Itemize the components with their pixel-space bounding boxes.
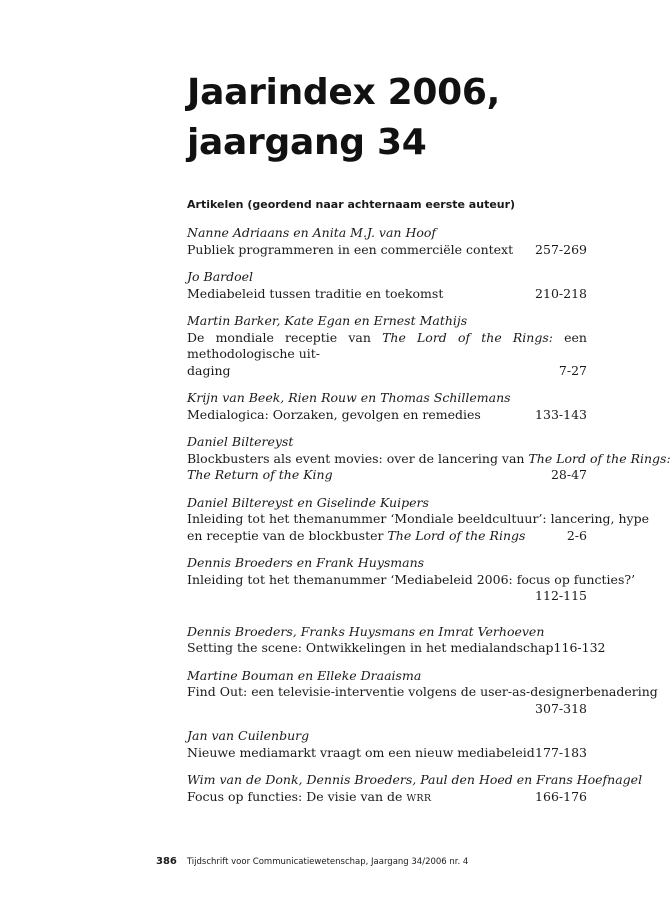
entry-title-continued: daging bbox=[187, 362, 231, 378]
page-title bbox=[187, 68, 500, 168]
entry-authors: Dennis Broeders en Frank Huysmans bbox=[187, 555, 425, 570]
entry-title: Mediabeleid tussen traditie en toekomst bbox=[187, 285, 444, 301]
index-entry bbox=[187, 225, 587, 258]
entry-authors: Dennis Broeders, Franks Huysmans en Imrat Verhoeven bbox=[187, 623, 545, 639]
entry-authors: Martine Bouman en Elleke Draaisma bbox=[187, 667, 422, 683]
entry-pages: 133-143 bbox=[535, 406, 587, 422]
entry-title-line bbox=[187, 242, 587, 259]
entry-title bbox=[187, 330, 587, 363]
page-number: 386 bbox=[156, 856, 177, 867]
index-entry bbox=[187, 494, 649, 545]
entry-title-part: een methodologische uit- bbox=[187, 329, 587, 361]
index-entry bbox=[187, 434, 671, 484]
entry-authors: Daniel Biltereyst en Giselinde Kuipers bbox=[187, 494, 429, 510]
entry-title-line bbox=[187, 745, 587, 762]
entry-title-italic: The Lord of the Rings: bbox=[382, 329, 553, 345]
entry-title-continued bbox=[187, 528, 525, 545]
entry-title-italic: The Lord of the Rings: bbox=[528, 450, 671, 466]
entry-authors: Daniel Biltereyst bbox=[187, 434, 294, 449]
entry-pages: 112-115 bbox=[535, 588, 587, 603]
index-entry bbox=[187, 728, 587, 761]
entry-authors: Krijn van Beek, Rien Rouw en Thomas Schillemans bbox=[187, 390, 511, 405]
journal-name: Tijdschrift voor Communicatiewetenschap, Jaargang 34/2006 nr. 4 bbox=[186, 857, 469, 867]
entry-pages: 210-218 bbox=[535, 285, 587, 301]
index-entry bbox=[187, 667, 658, 718]
page-title-line-1: Jaarindex 2006, bbox=[187, 72, 501, 113]
entry-title-continued: The Return of the King bbox=[187, 467, 333, 482]
entry-pages: 116-132 bbox=[553, 640, 606, 655]
entry-pages: 166-176 bbox=[535, 788, 587, 804]
entry-title: Setting the scene: Ontwikkelingen in het medialandschap bbox=[187, 640, 554, 655]
entry-title bbox=[187, 789, 431, 808]
entry-pages: 257-269 bbox=[535, 241, 587, 257]
entry-pages: 7-27 bbox=[558, 362, 587, 378]
page-title-line-2: jaargang 34 bbox=[187, 122, 427, 163]
entry-title: Medialogica: Oorzaken, gevolgen en remedies bbox=[187, 406, 481, 422]
entry-authors: Martin Barker, Kate Egan en Ernest Mathijs bbox=[187, 313, 468, 328]
index-entry bbox=[187, 772, 643, 807]
index-entry bbox=[187, 623, 606, 657]
entry-title: Nieuwe mediamarkt vraagt om een nieuw mediabeleid bbox=[187, 744, 535, 760]
entry-pages: 2-6 bbox=[566, 527, 587, 543]
entry-title-italic: The Lord of the Rings bbox=[387, 527, 526, 543]
entry-pages: 307-318 bbox=[535, 700, 587, 716]
entry-authors: Jan van Cuilenburg bbox=[187, 728, 310, 743]
index-entry bbox=[187, 555, 636, 613]
entry-title-smallcaps: WRR bbox=[406, 792, 432, 804]
article-index-list bbox=[187, 225, 671, 818]
entry-title-part: De mondiale receptie van bbox=[187, 329, 383, 345]
entry-title: Inleiding tot het themanummer ‘Mondiale beeldcultuur’: lancering, hype bbox=[187, 511, 649, 526]
entry-title-part: en receptie van de blockbuster bbox=[187, 527, 388, 543]
index-entry bbox=[187, 313, 587, 379]
entry-title-part: Blockbusters als event movies: over de lancering van bbox=[187, 450, 529, 466]
entry-title bbox=[187, 450, 671, 468]
entry-title-line bbox=[187, 467, 587, 484]
entry-title-line bbox=[187, 286, 587, 303]
section-heading: Artikelen (geordend naar achternaam eerste auteur) bbox=[187, 198, 516, 211]
entry-pages: 28-47 bbox=[550, 467, 587, 482]
entry-authors: Jo Bardoel bbox=[187, 269, 254, 284]
entry-authors: Nanne Adriaans en Anita M.J. van Hoof bbox=[187, 225, 437, 240]
entry-title-line bbox=[187, 640, 606, 657]
entry-pages: 177-183 bbox=[535, 744, 587, 760]
entry-title: Publiek programmeren in een commerciële context bbox=[187, 241, 514, 257]
entry-title-line bbox=[187, 363, 587, 380]
entry-title-part: Focus op functies: De visie van de bbox=[187, 788, 407, 804]
entry-title-line bbox=[187, 407, 587, 424]
entry-title-line bbox=[187, 789, 587, 808]
entry-title: Inleiding tot het themanummer ‘Mediabeleid 2006: focus op functies?’ bbox=[187, 571, 636, 587]
entry-title: Find Out: een televisie-interventie volgens de user-as-designerbenadering bbox=[187, 684, 658, 699]
page-footer bbox=[156, 856, 468, 868]
entry-authors: Wim van de Donk, Dennis Broeders, Paul den Hoed en Frans Hoefnagel bbox=[187, 772, 643, 787]
index-entry bbox=[187, 269, 587, 302]
index-entry bbox=[187, 390, 587, 423]
entry-title-line bbox=[187, 528, 587, 545]
